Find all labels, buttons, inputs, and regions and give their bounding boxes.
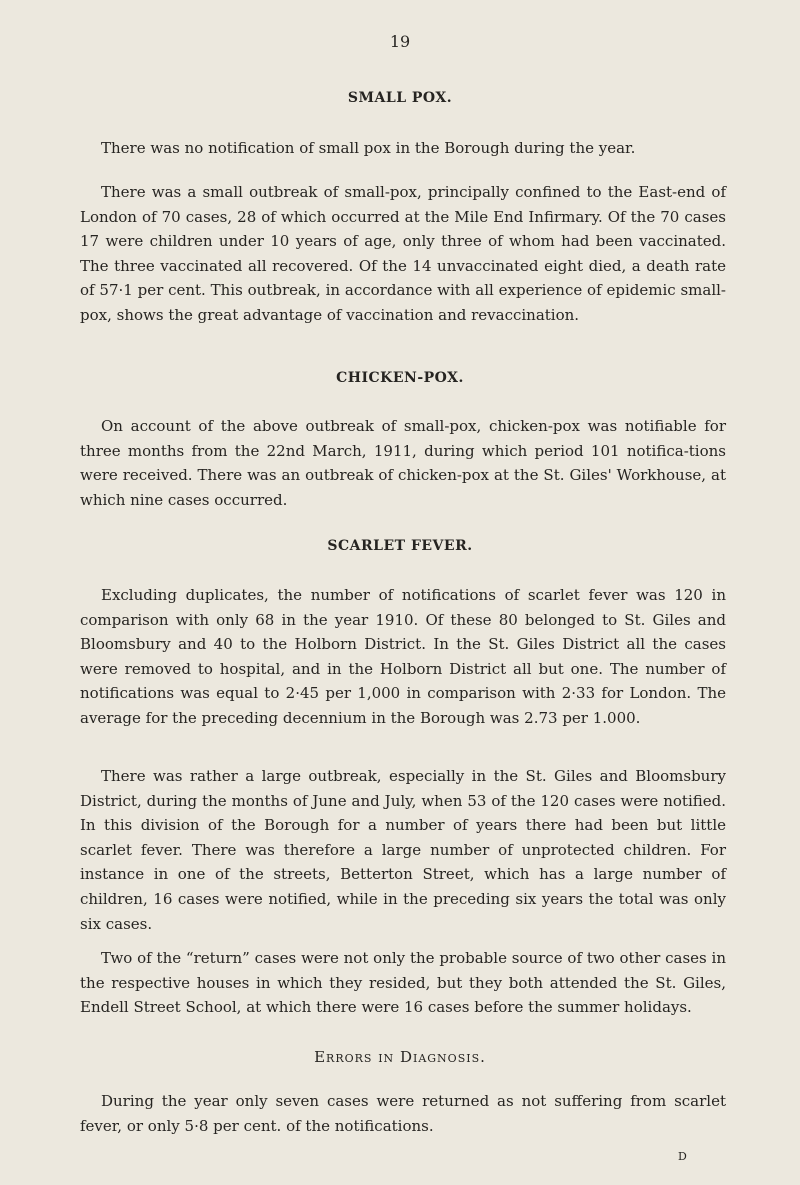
heading-scarlet-fever: SCARLET FEVER. bbox=[327, 538, 473, 554]
page-number: 19 bbox=[389, 32, 411, 51]
paragraph-scarlet-fever-2: There was rather a large outbreak, especially in the St. Giles and Bloomsbury District, during the months of June and July, when 53 of the 120 cases were notified. In this division of the Borough for a number of years there had been but little scarlet fever. There was therefore a large number of unprotected children. For instance in one of the streets, Betterton Street, which has a large number of children, 16 cases were notified, while in the preceding six years the total was only six cases. bbox=[80, 767, 726, 933]
paragraph-errors-in-diagnosis-1: During the year only seven cases were returned as not suffering from scarlet fever, or only 5·8 per cent. of the notifications. bbox=[80, 1092, 726, 1135]
paragraph-small-pox-1: There was no notification of small pox in the Borough during the year. bbox=[101, 139, 636, 157]
paragraph-chicken-pox-1: On account of the above outbreak of small-pox, chicken-pox was notifiable for three months from the 22nd March, 1911, during which period 101 notifica-tions were received. There was an outbreak of chicken-pox at the St. Giles' Workhouse, at which nine cases occurred. bbox=[80, 417, 726, 509]
heading-errors-in-diagnosis: Errors in Diagnosis. bbox=[314, 1048, 486, 1066]
heading-small-pox: SMALL POX. bbox=[347, 90, 453, 106]
paragraph-scarlet-fever-3: Two of the “return” cases were not only the probable source of two other cases in the respective houses in which they resided, but they both attended the St. Giles, Endell Street School, at which there were 16 cases before the summer holidays. bbox=[80, 949, 726, 1017]
paragraph-small-pox-2: There was a small outbreak of small-pox, principally confined to the East-end of London of 70 cases, 28 of which occurred at the Mile End Infirmary. Of the 70 cases 17 were children under 10 years of age, only three of whom had been vaccinated. The three vaccinated all recovered. Of the 14 unvaccinated eight died, a death rate of 57·1 per cent. This outbreak, in accordance with all experience of epidemic small-pox, shows the great advantage of vaccination and revaccination. bbox=[80, 183, 726, 324]
heading-chicken-pox: CHICKEN-POX. bbox=[336, 370, 464, 386]
paragraph-scarlet-fever-1: Excluding duplicates, the number of notifications of scarlet fever was 120 in comparison with only 68 in the year 1910. Of these 80 belonged to St. Giles and Bloomsbury and 40 to the Holborn District. In the St. Giles District all the cases were removed to hospital, and in the Holborn District all but one. The number of notifications was equal to 2·45 per 1,000 in comparison with 2·33 for London. The average for the preceding decennium in the Borough was 2.73 per 1.000. bbox=[80, 586, 726, 727]
signature-mark: D bbox=[678, 1150, 687, 1163]
